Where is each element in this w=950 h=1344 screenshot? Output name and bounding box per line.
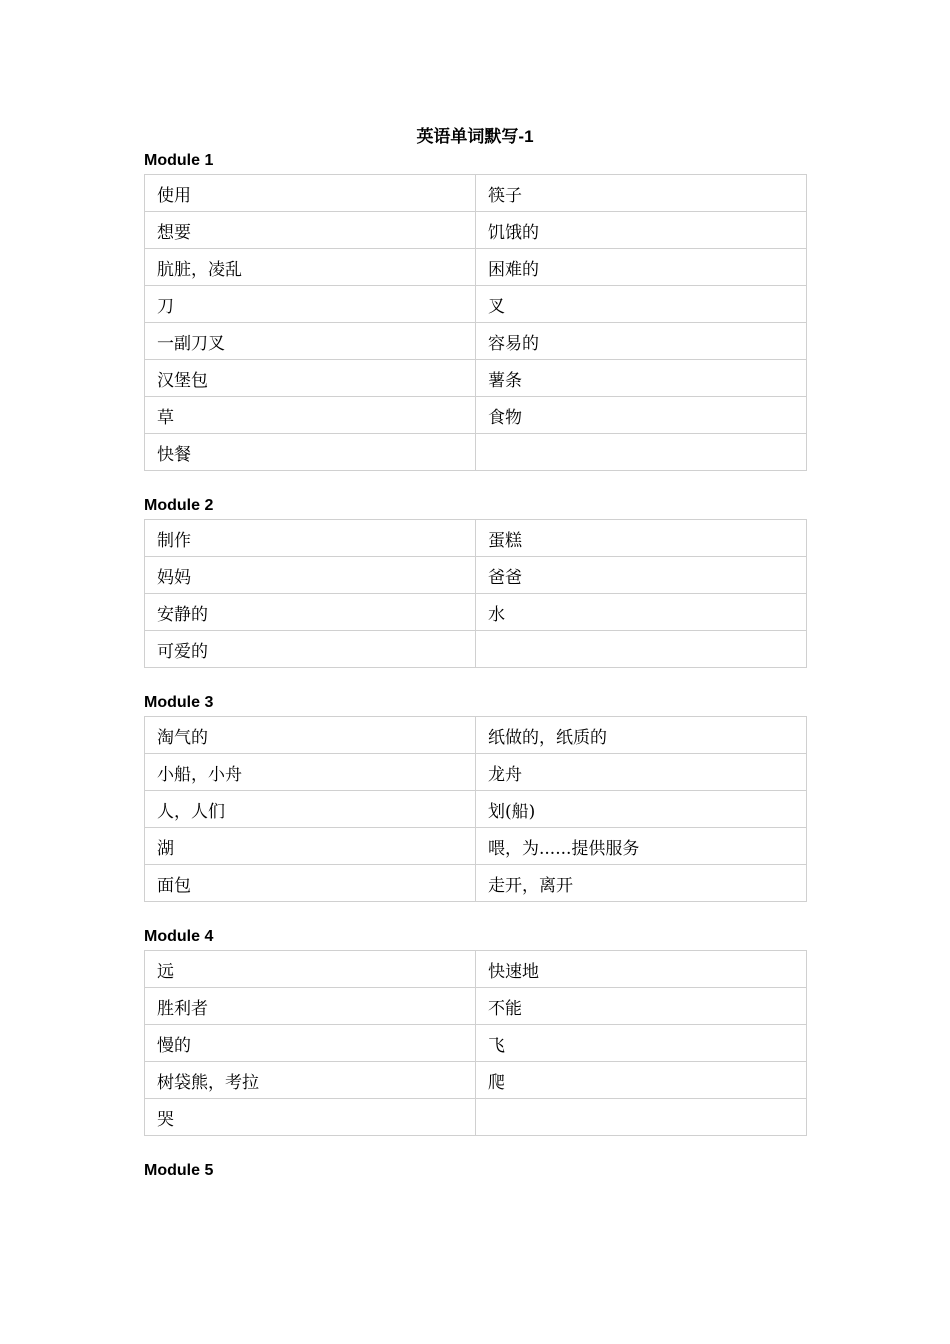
table-cell: 饥饿的 bbox=[476, 212, 807, 249]
table-cell: 安静的 bbox=[145, 594, 476, 631]
table-row bbox=[145, 1062, 807, 1099]
page-title: 英语单词默写-1 bbox=[416, 127, 534, 146]
table-cell: 面包 bbox=[145, 865, 476, 902]
table-row bbox=[145, 828, 807, 865]
table-cell: 不能 bbox=[476, 988, 807, 1025]
table-cell: 快速地 bbox=[476, 951, 807, 988]
table-cell: 刀 bbox=[145, 286, 476, 323]
vocab-table bbox=[144, 174, 807, 471]
module-3 bbox=[144, 692, 806, 902]
table-row bbox=[145, 865, 807, 902]
table-cell: 走开，离开 bbox=[476, 865, 807, 902]
table-cell: 食物 bbox=[476, 397, 807, 434]
table-cell: 一副刀叉 bbox=[145, 323, 476, 360]
table-cell: 喂，为......提供服务 bbox=[476, 828, 807, 865]
table-cell: 爬 bbox=[476, 1062, 807, 1099]
module-heading: Module 5 bbox=[144, 1162, 214, 1179]
document-body bbox=[144, 150, 806, 1208]
table-row bbox=[145, 1099, 807, 1136]
module-heading: Module 3 bbox=[144, 694, 214, 711]
table-row bbox=[145, 594, 807, 631]
table-cell: 快餐 bbox=[145, 434, 476, 471]
table-cell: 纸做的，纸质的 bbox=[476, 717, 807, 754]
table-cell: 叉 bbox=[476, 286, 807, 323]
vocab-table bbox=[144, 519, 807, 668]
table-row bbox=[145, 249, 807, 286]
table-cell: 哭 bbox=[145, 1099, 476, 1136]
vocab-table bbox=[144, 950, 807, 1136]
table-cell: 飞 bbox=[476, 1025, 807, 1062]
module-heading: Module 2 bbox=[144, 497, 214, 514]
table-cell: 制作 bbox=[145, 520, 476, 557]
table-row bbox=[145, 175, 807, 212]
table-row bbox=[145, 717, 807, 754]
table-cell bbox=[476, 1099, 807, 1136]
table-row bbox=[145, 286, 807, 323]
table-row bbox=[145, 360, 807, 397]
table-cell: 划(船) bbox=[476, 791, 807, 828]
table-cell: 妈妈 bbox=[145, 557, 476, 594]
table-cell: 想要 bbox=[145, 212, 476, 249]
table-row bbox=[145, 520, 807, 557]
table-cell: 水 bbox=[476, 594, 807, 631]
table-cell: 蛋糕 bbox=[476, 520, 807, 557]
table-row bbox=[145, 434, 807, 471]
table-cell: 树袋熊，考拉 bbox=[145, 1062, 476, 1099]
table-row bbox=[145, 988, 807, 1025]
table-cell: 小船，小舟 bbox=[145, 754, 476, 791]
table-cell: 慢的 bbox=[145, 1025, 476, 1062]
module-heading: Module 4 bbox=[144, 928, 214, 945]
table-cell: 困难的 bbox=[476, 249, 807, 286]
table-row bbox=[145, 951, 807, 988]
module-heading: Module 1 bbox=[144, 152, 214, 169]
table-row bbox=[145, 1025, 807, 1062]
module-1 bbox=[144, 150, 806, 471]
table-cell: 远 bbox=[145, 951, 476, 988]
table-row bbox=[145, 791, 807, 828]
table-cell: 爸爸 bbox=[476, 557, 807, 594]
table-row bbox=[145, 557, 807, 594]
module-5 bbox=[144, 1160, 806, 1184]
table-cell: 可爱的 bbox=[145, 631, 476, 668]
table-row bbox=[145, 631, 807, 668]
table-cell: 容易的 bbox=[476, 323, 807, 360]
table-cell: 龙舟 bbox=[476, 754, 807, 791]
table-row bbox=[145, 323, 807, 360]
table-cell: 淘气的 bbox=[145, 717, 476, 754]
table-cell: 筷子 bbox=[476, 175, 807, 212]
table-cell: 人，人们 bbox=[145, 791, 476, 828]
table-cell bbox=[476, 631, 807, 668]
table-cell: 薯条 bbox=[476, 360, 807, 397]
table-cell bbox=[476, 434, 807, 471]
table-cell: 湖 bbox=[145, 828, 476, 865]
table-row bbox=[145, 397, 807, 434]
table-cell: 胜利者 bbox=[145, 988, 476, 1025]
table-cell: 使用 bbox=[145, 175, 476, 212]
module-4 bbox=[144, 926, 806, 1136]
table-cell: 肮脏，凌乱 bbox=[145, 249, 476, 286]
table-cell: 草 bbox=[145, 397, 476, 434]
module-2 bbox=[144, 495, 806, 668]
table-row bbox=[145, 754, 807, 791]
table-cell: 汉堡包 bbox=[145, 360, 476, 397]
vocab-table bbox=[144, 716, 807, 902]
table-row bbox=[145, 212, 807, 249]
